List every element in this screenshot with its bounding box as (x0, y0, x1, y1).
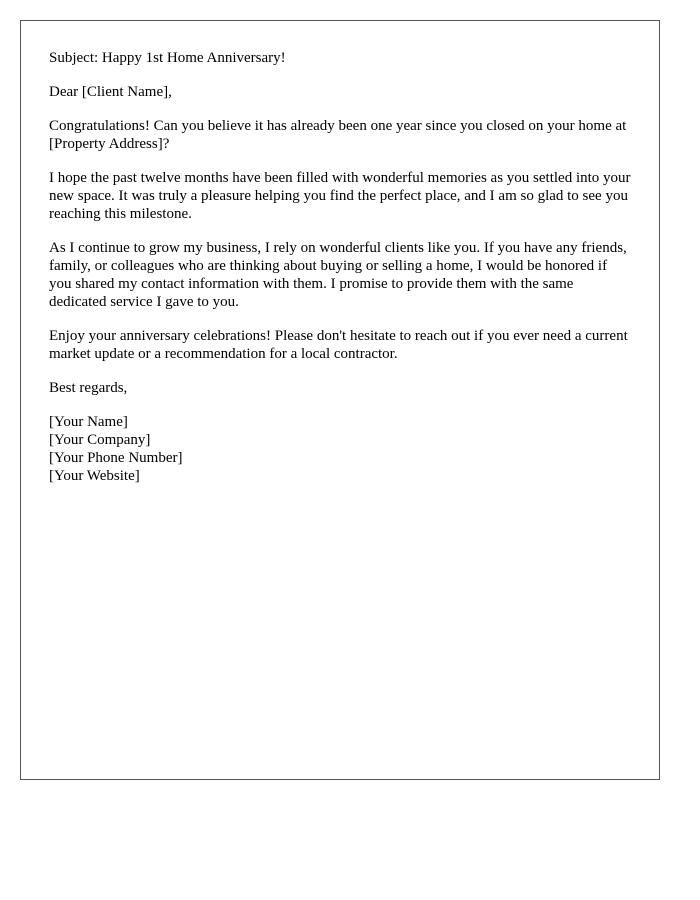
signature-company: [Your Company] (49, 432, 151, 448)
letter-paragraph-congratulations: Congratulations! Can you believe it has already been one year since you closed on your home at [Property Address]? (49, 118, 627, 152)
letter-closing: Best regards, (49, 380, 128, 396)
letter-paragraph-celebration: Enjoy your anniversary celebrations! Please don't hesitate to reach out if you ever need a current market update or a recommendation for a local contractor. (49, 328, 628, 362)
letter-body (49, 49, 633, 485)
signature-website: [Your Website] (49, 468, 140, 484)
letter-paragraph-memories: I hope the past twelve months have been filled with wonderful memories as you settled into your new space. It was truly a pleasure helping you find the perfect place, and I am so glad to see you reaching this milestone. (49, 170, 631, 222)
signature-block (49, 413, 633, 485)
signature-name: [Your Name] (49, 414, 128, 430)
letter-paragraph-referral: As I continue to grow my business, I rely on wonderful clients like you. If you have any friends, family, or colleagues who are thinking about buying or selling a home, I would be honored if you shared my contact information with them. I promise to provide them with the same dedicated service I gave to you. (49, 240, 627, 310)
signature-phone: [Your Phone Number] (49, 450, 183, 466)
letter-salutation: Dear [Client Name], (49, 84, 172, 100)
letter-frame (20, 20, 660, 780)
letter-subject: Subject: Happy 1st Home Anniversary! (49, 50, 286, 66)
